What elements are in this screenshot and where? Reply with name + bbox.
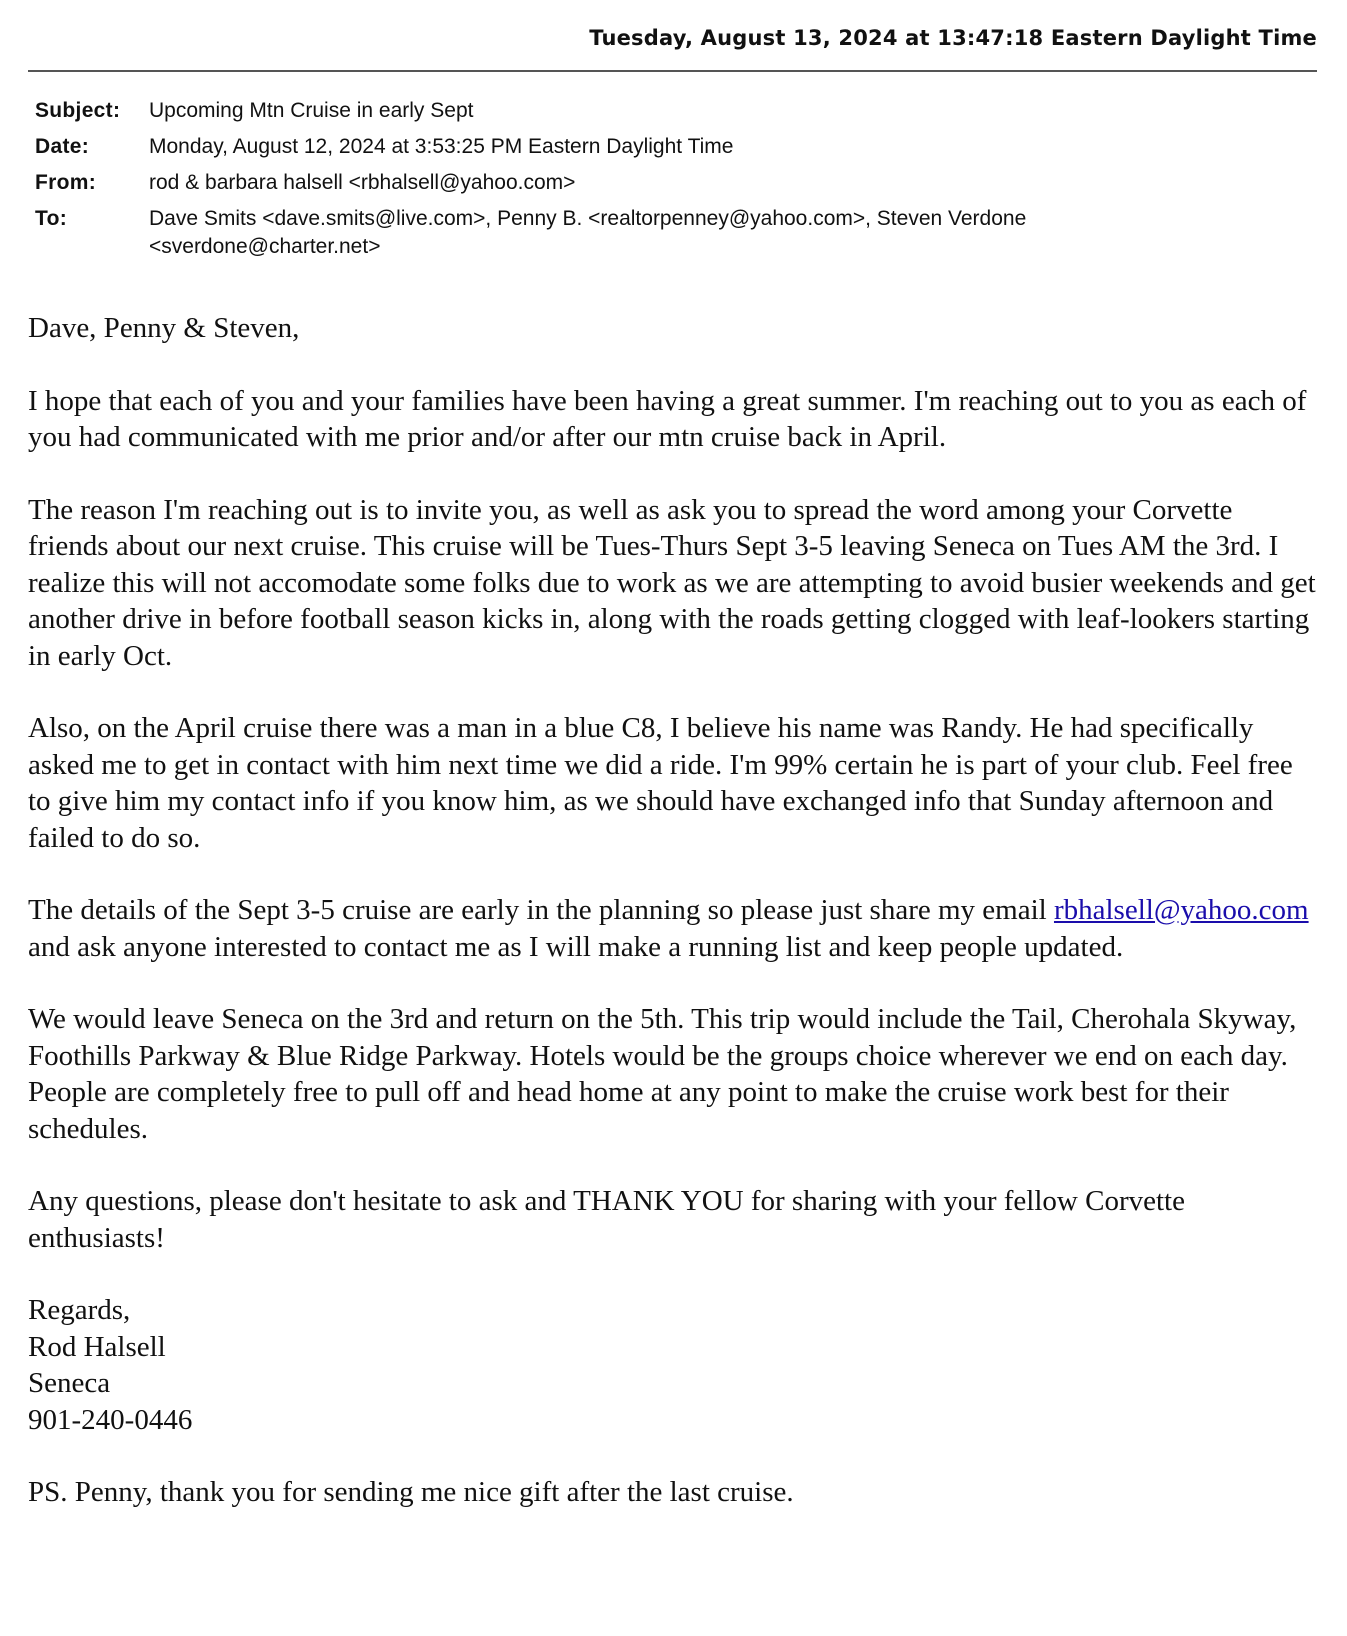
paragraph-4-text-before: The details of the Sept 3-5 cruise are early in the planning so please just share my email [28,894,1054,926]
subject-value: Upcoming Mtn Cruise in early Sept [149,99,474,122]
date-label: Date: [35,135,90,158]
paragraph-6: Any questions, please don't hesitate to ask and THANK YOU for sharing with your fellow Corvette enthusiasts! [28,1185,1185,1254]
signature-location: Seneca [28,1367,111,1399]
signature-closing: Regards, [28,1294,131,1326]
paragraph-3: Also, on the April cruise there was a man in a blue C8, I believe his name was Randy. He had specifically asked me to get in contact with him next time we did a ride. I'm 99% certain he is part of your club. Feel free to give him my contact info if you know him, as we should have exchanged info that Sunday afternoon and failed to do so. [28,712,1293,854]
paragraph-4-text-after: and ask anyone interested to contact me as I will make a running list and keep people updated. [28,930,1124,963]
date-row [35,133,1285,161]
email-body [28,310,1318,1547]
signature-phone: 901-240-0446 [28,1403,193,1436]
paragraph-1: I hope that each of you and your families have been having a great summer. I'm reaching out to you as each of you had communicated with me prior and/or after our mtn cruise back in April. [28,384,1307,453]
greeting: Dave, Penny & Steven, [28,312,300,344]
to-label: To: [35,207,67,230]
from-row [35,169,1285,197]
signature-name: Rod Halsell [28,1330,166,1363]
signature-block [28,1292,1318,1438]
subject-label: Subject: [35,99,121,122]
paragraph-5: We would leave Seneca on the 3rd and return on the 5th. This trip would include the Tail, Cherohala Skyway, Foothills Parkway & Blue Ridge Parkway. Hotels would be the groups choice wherever we end on each day. People are completely free to pull off and head home at any point to make the cruise work best for their schedules. [28,1003,1297,1145]
to-row [35,205,1285,261]
paragraph-4 [28,892,1318,965]
subject-row [35,97,1285,125]
paragraph-2: The reason I'm reaching out is to invite you, as well as ask you to spread the word among your Corvette friends about our next cruise. This cruise will be Tues-Thurs Sept 3-5 leaving Seneca on Tues AM the 3rd. I realize this will not accomodate some folks due to work as we are attempting to avoid busier weekends and get another drive in before football season kicks in, along with the roads getting clogged with leaf-lookers starting in early Oct. [28,493,1316,672]
postscript: PS. Penny, thank you for sending me nice gift after the last cruise. [28,1476,794,1508]
from-value: rod & barbara halsell <rbhalsell@yahoo.com> [149,171,576,194]
print-timestamp: Tuesday, August 13, 2024 at 13:47:18 Eastern Daylight Time [589,26,1317,50]
to-value: Dave Smits <dave.smits@live.com>, Penny B. <realtorpenney@yahoo.com>, Steven Verdone <sverdone@charter.net> [149,207,1027,258]
from-label: From: [35,171,96,194]
email-link[interactable]: rbhalsell@yahoo.com [1053,894,1309,926]
date-value: Monday, August 12, 2024 at 3:53:25 PM Eastern Daylight Time [149,135,734,158]
header-divider [28,70,1317,72]
email-headers [35,97,1285,269]
